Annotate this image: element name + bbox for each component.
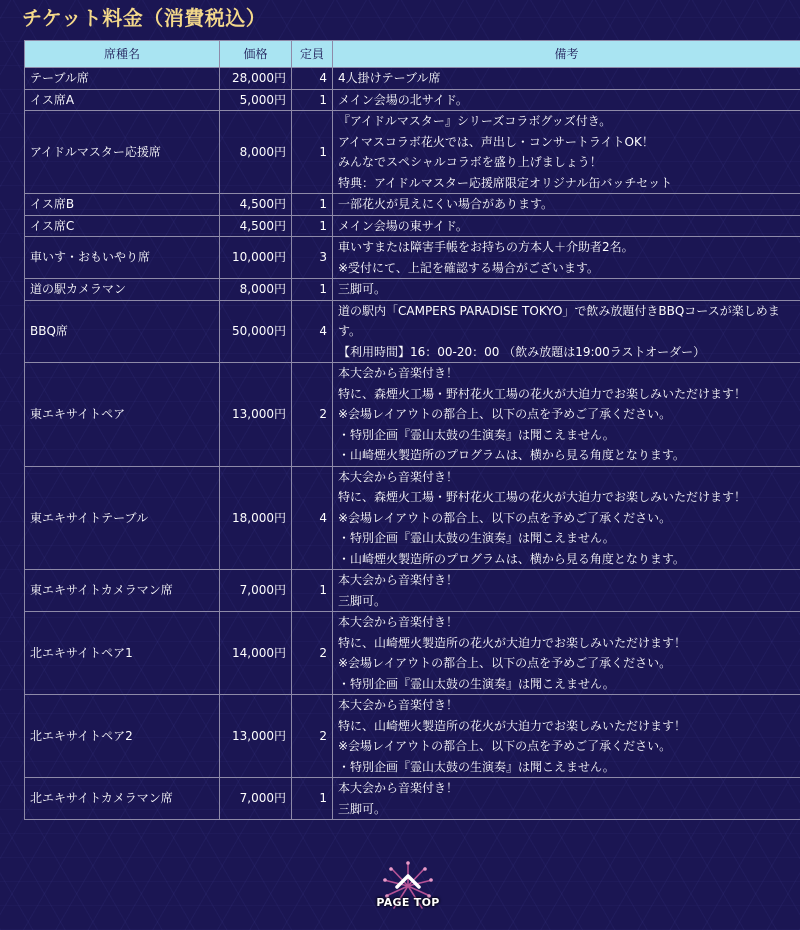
seat-type-cell: イス席A xyxy=(25,89,220,111)
notes-cell xyxy=(333,300,800,363)
note-line: ※会場レイアウトの都合上、以下の点を予めご了承ください。 xyxy=(338,739,672,753)
capacity-cell: 4 xyxy=(292,300,333,363)
capacity-cell: 3 xyxy=(292,237,333,279)
price-cell: 8,000円 xyxy=(220,279,292,301)
seat-type-cell: イス席B xyxy=(25,194,220,216)
note-line: 一部花火が見えにくい場合があります。 xyxy=(338,197,554,211)
note-line: 特に、森煙火工場・野村花火工場の花火が大迫力でお楽しみいただけます！ xyxy=(338,386,747,401)
header-capacity: 定員 xyxy=(292,41,333,68)
seat-type-cell: アイドルマスター応援席 xyxy=(25,111,220,194)
seat-type-cell: 北エキサイトペア1 xyxy=(25,612,220,695)
note-line: 4人掛けテーブル席 xyxy=(338,71,441,85)
notes-cell xyxy=(333,111,800,194)
seat-type-cell: 東エキサイトカメラマン席 xyxy=(25,570,220,612)
price-cell: 4,500円 xyxy=(220,215,292,237)
seat-type-cell: BBQ席 xyxy=(25,300,220,363)
capacity-cell: 2 xyxy=(292,612,333,695)
note-line: アイマスコラボ花火では、声出し・コンサートライトOK！ xyxy=(338,134,654,149)
note-line: 本大会から音楽付き！ xyxy=(338,781,459,795)
capacity-cell: 1 xyxy=(292,778,333,820)
note-line: ・山崎煙火製造所のプログラムは、横から見る角度となります。 xyxy=(338,551,685,566)
seat-type-cell: 北エキサイトカメラマン席 xyxy=(25,778,220,820)
notes-cell xyxy=(333,778,800,820)
seat-type-cell: 道の駅カメラマン xyxy=(25,279,220,301)
table-row xyxy=(25,695,800,778)
table-row xyxy=(25,111,800,194)
price-cell: 14,000円 xyxy=(220,612,292,695)
note-line: 三脚可。 xyxy=(338,801,387,816)
note-line: ・特別企画『霊山太鼓の生演奏』は聞こえません。 xyxy=(338,531,615,545)
capacity-cell: 1 xyxy=(292,570,333,612)
note-line: 車いすまたは障害手帳をお持ちの方本人＋介助者2名。 xyxy=(338,240,634,254)
note-line: 【利用時間】16：00-20：00 （飲み放題は19:00ラストオーダー） xyxy=(338,344,706,359)
price-cell: 7,000円 xyxy=(220,778,292,820)
table-row xyxy=(25,68,800,90)
table-row xyxy=(25,363,800,467)
note-line: 特典：アイドルマスター応援席限定オリジナル缶バッチセット xyxy=(338,175,673,190)
capacity-cell: 1 xyxy=(292,215,333,237)
table-row xyxy=(25,612,800,695)
price-cell: 13,000円 xyxy=(220,695,292,778)
seat-type-cell: イス席C xyxy=(25,215,220,237)
note-line: ※会場レイアウトの都合上、以下の点を予めご了承ください。 xyxy=(338,407,672,421)
notes-cell xyxy=(333,612,800,695)
capacity-cell: 2 xyxy=(292,363,333,467)
note-line: 本大会から音楽付き！ xyxy=(338,366,459,380)
header-seat-type: 席種名 xyxy=(25,41,220,68)
note-line: 本大会から音楽付き！ xyxy=(338,698,459,712)
price-cell: 8,000円 xyxy=(220,111,292,194)
note-line: ※会場レイアウトの都合上、以下の点を予めご了承ください。 xyxy=(338,510,672,525)
capacity-cell: 1 xyxy=(292,89,333,111)
notes-cell xyxy=(333,237,800,279)
seat-type-cell: テーブル席 xyxy=(25,68,220,90)
note-line: 道の駅内「CAMPERS PARADISE TOKYO」で飲み放題付きBBQコースが楽しめます。 xyxy=(338,303,780,338)
firework-icon xyxy=(370,860,446,920)
note-line: みんなでスペシャルコラボを盛り上げましょう！ xyxy=(338,155,602,169)
notes-cell xyxy=(333,215,800,237)
note-line: ・特別企画『霊山太鼓の生演奏』は聞こえません。 xyxy=(338,676,615,691)
table-row xyxy=(25,194,800,216)
price-cell: 28,000円 xyxy=(220,68,292,90)
table-row xyxy=(25,570,800,612)
notes-cell xyxy=(333,570,800,612)
notes-cell xyxy=(333,89,800,111)
seat-type-cell: 北エキサイトペア2 xyxy=(25,695,220,778)
seat-type-cell: 車いす・おもいやり席 xyxy=(25,237,220,279)
note-line: ※会場レイアウトの都合上、以下の点を予めご了承ください。 xyxy=(338,656,672,670)
table-row xyxy=(25,89,800,111)
page-title: チケット料金（消費税込） xyxy=(22,6,267,30)
seat-type-cell: 東エキサイトテーブル xyxy=(25,466,220,570)
note-line: 三脚可。 xyxy=(338,282,387,296)
notes-cell xyxy=(333,279,800,301)
capacity-cell: 1 xyxy=(292,194,333,216)
table-row xyxy=(25,279,800,301)
notes-cell xyxy=(333,68,800,90)
notes-cell xyxy=(333,695,800,778)
capacity-cell: 1 xyxy=(292,111,333,194)
note-line: メイン会場の東サイド。 xyxy=(338,218,468,233)
note-line: 特に、山崎煙火製造所の花火が大迫力でお楽しみいただけます！ xyxy=(338,635,687,650)
table-header-row xyxy=(25,41,800,68)
table-row xyxy=(25,237,800,279)
seat-type-cell: 東エキサイトペア xyxy=(25,363,220,467)
ticket-price-table xyxy=(24,40,800,820)
note-line: 本大会から音楽付き！ xyxy=(338,615,459,629)
table-row xyxy=(25,466,800,570)
note-line: 三脚可。 xyxy=(338,593,387,608)
capacity-cell: 4 xyxy=(292,68,333,90)
page-top-button[interactable] xyxy=(368,860,448,920)
header-price: 価格 xyxy=(220,41,292,68)
note-line: ・特別企画『霊山太鼓の生演奏』は聞こえません。 xyxy=(338,759,615,774)
note-line: 本大会から音楽付き！ xyxy=(338,573,459,587)
page-top-label: PAGE TOP xyxy=(376,896,440,909)
price-cell: 13,000円 xyxy=(220,363,292,467)
price-cell: 7,000円 xyxy=(220,570,292,612)
note-line: 特に、森煙火工場・野村花火工場の花火が大迫力でお楽しみいただけます！ xyxy=(338,490,747,504)
header-notes: 備考 xyxy=(333,41,800,68)
note-line: ・山崎煙火製造所のプログラムは、横から見る角度となります。 xyxy=(338,448,685,462)
capacity-cell: 1 xyxy=(292,279,333,301)
note-line: ※受付にて、上記を確認する場合がございます。 xyxy=(338,260,599,275)
note-line: ・特別企画『霊山太鼓の生演奏』は聞こえません。 xyxy=(338,427,615,442)
table-row xyxy=(25,300,800,363)
price-cell: 50,000円 xyxy=(220,300,292,363)
price-cell: 4,500円 xyxy=(220,194,292,216)
note-line: メイン会場の北サイド。 xyxy=(338,92,468,107)
table-row xyxy=(25,215,800,237)
notes-cell xyxy=(333,363,800,467)
table-row xyxy=(25,778,800,820)
capacity-cell: 4 xyxy=(292,466,333,570)
price-cell: 18,000円 xyxy=(220,466,292,570)
notes-cell xyxy=(333,466,800,570)
notes-cell xyxy=(333,194,800,216)
chevron-up-icon xyxy=(394,872,422,890)
capacity-cell: 2 xyxy=(292,695,333,778)
note-line: 本大会から音楽付き！ xyxy=(338,469,459,484)
note-line: 特に、山崎煙火製造所の花火が大迫力でお楽しみいただけます！ xyxy=(338,718,687,733)
price-cell: 5,000円 xyxy=(220,89,292,111)
note-line: 『アイドルマスター』シリーズコラボグッズ付き。 xyxy=(338,114,612,128)
price-cell: 10,000円 xyxy=(220,237,292,279)
